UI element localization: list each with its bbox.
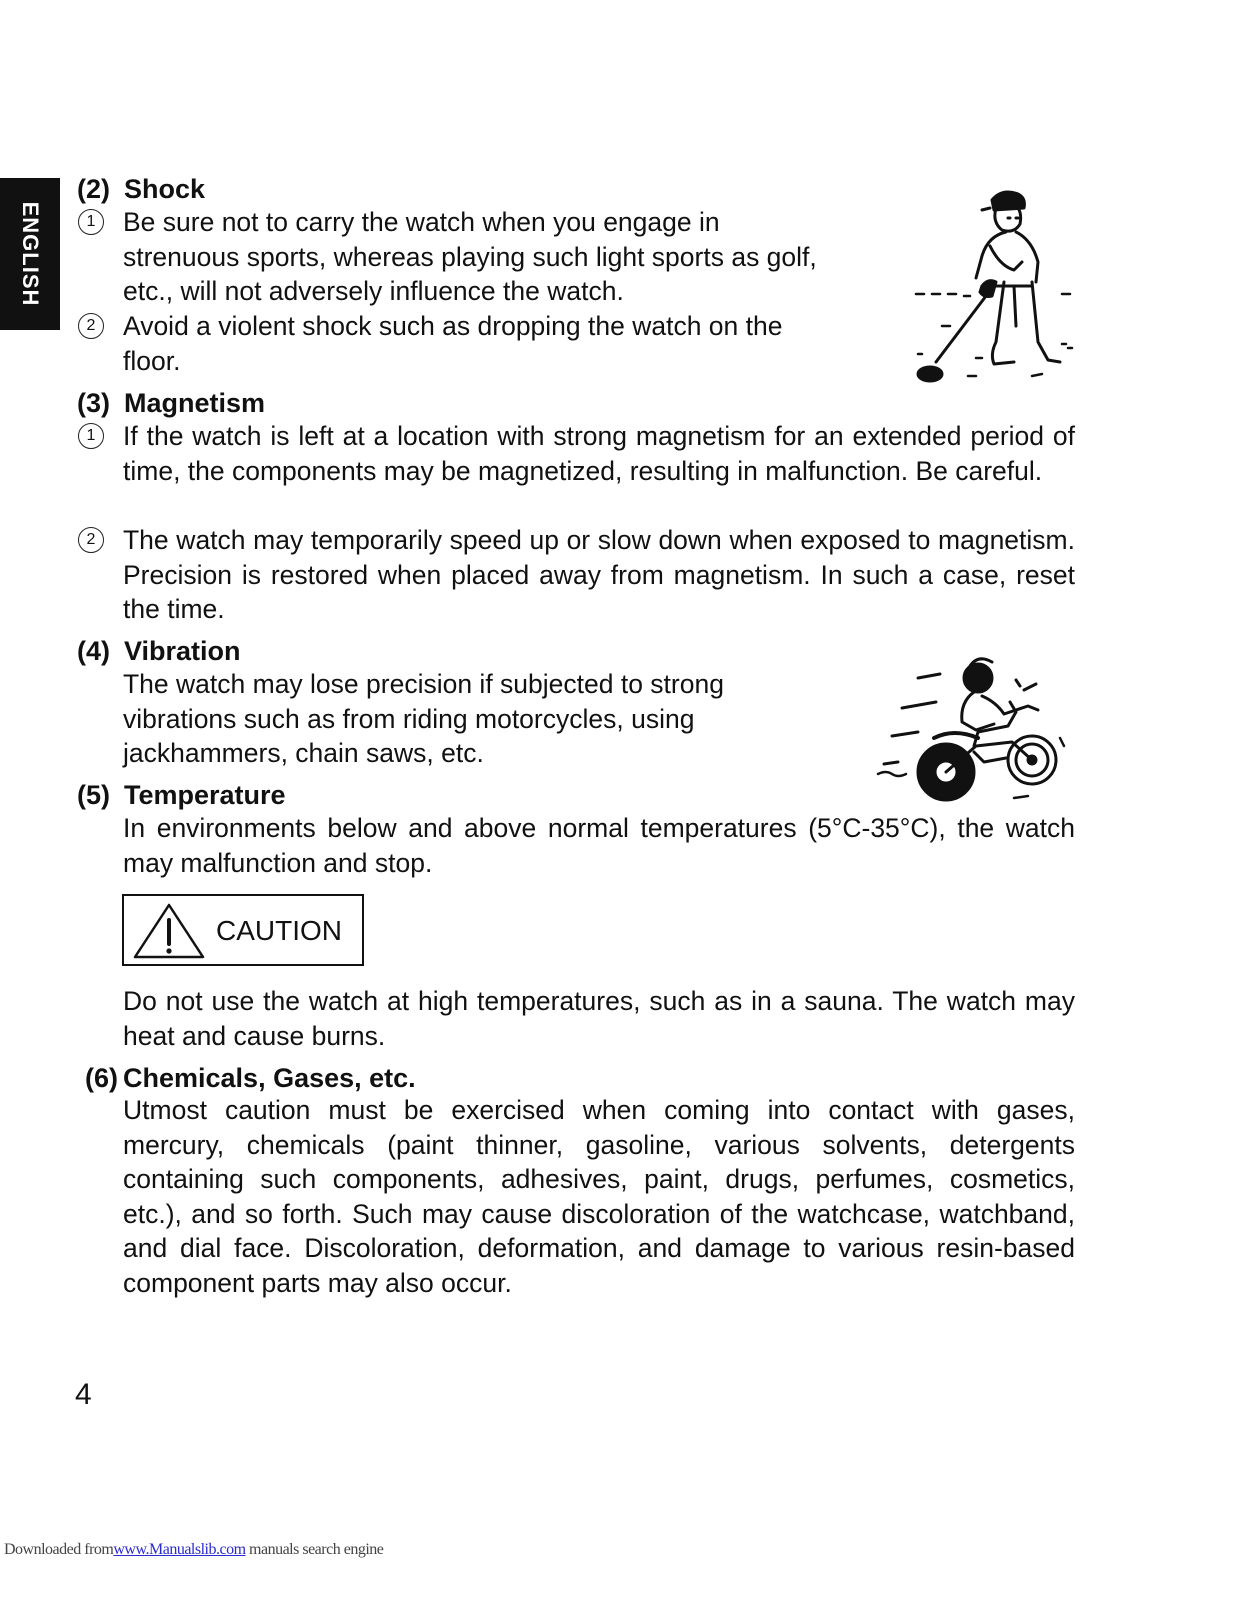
footer [4, 1541, 383, 1559]
section-heading-magnetism: (3) Magnetism [77, 388, 266, 418]
vibration-text: The watch may lose precision if subjected to strong vibrations such as from riding motorcycles, using jackhammers, chain saws, etc. [123, 669, 724, 768]
item-marker: 1 [78, 423, 104, 449]
language-tab-label: ENGLISH [18, 201, 43, 307]
item-marker: 2 [78, 527, 104, 553]
shock-item-2: Avoid a violent shock such as dropping the watch on the floor. [123, 311, 783, 376]
section-heading-shock: (2) Shock [77, 174, 206, 204]
shock-item-1: Be sure not to carry the watch when you engage in strenuous sports, whereas playing such light sports as golf, etc., will not adversely influence the watch. [123, 207, 817, 306]
page-number: 4 [75, 1378, 92, 1411]
language-tab [0, 178, 60, 330]
item-marker: 1 [78, 209, 104, 235]
item-marker: 2 [78, 313, 104, 339]
footer-prefix: Downloaded from [4, 1541, 114, 1558]
caution-label: CAUTION [216, 915, 342, 946]
caution-text: Do not use the watch at high temperatures, such as in a sauna. The watch may heat and cause burns. [123, 986, 1075, 1051]
golfer-illustration [912, 186, 1077, 386]
caution-box [122, 894, 364, 966]
section-heading-temperature: (5) Temperature [77, 780, 286, 810]
chemicals-text: Utmost caution must be exercised when coming into contact with gases, mercury, chemicals (paint thinner, gasoline, various solvents, detergents containing such components, adhesives, paint, drugs, perfumes, cosmetics, etc.), and so forth. Such may cause discoloration of the watchcase, watchband, and dial face. Discoloration, deformation, and damage to various resin-based component parts may also occur. [123, 1095, 1075, 1298]
section-heading-vibration: (4) Vibration [77, 636, 241, 666]
footer-suffix: manuals search engine [245, 1541, 384, 1558]
magnetism-item-1: If the watch is left at a location with strong magnetism for an extended period of time, the components may be magnetized, resulting in malfunction. Be careful. [123, 421, 1075, 486]
temperature-text: In environments below and above normal temperatures (5°C-35°C), the watch may malfunction and stop. [123, 813, 1075, 878]
motorcyclist-illustration [874, 656, 1069, 806]
warning-triangle-icon [132, 902, 206, 960]
manualslib-link[interactable]: www.Manualslib.com [113, 1541, 246, 1558]
section-heading-chemicals: (6) Chemicals, Gases, etc. [85, 1063, 416, 1093]
magnetism-item-2: The watch may temporarily speed up or slow down when exposed to magnetism. Precision is restored when placed away from magnetism. In such a case, reset the time. [123, 525, 1075, 624]
